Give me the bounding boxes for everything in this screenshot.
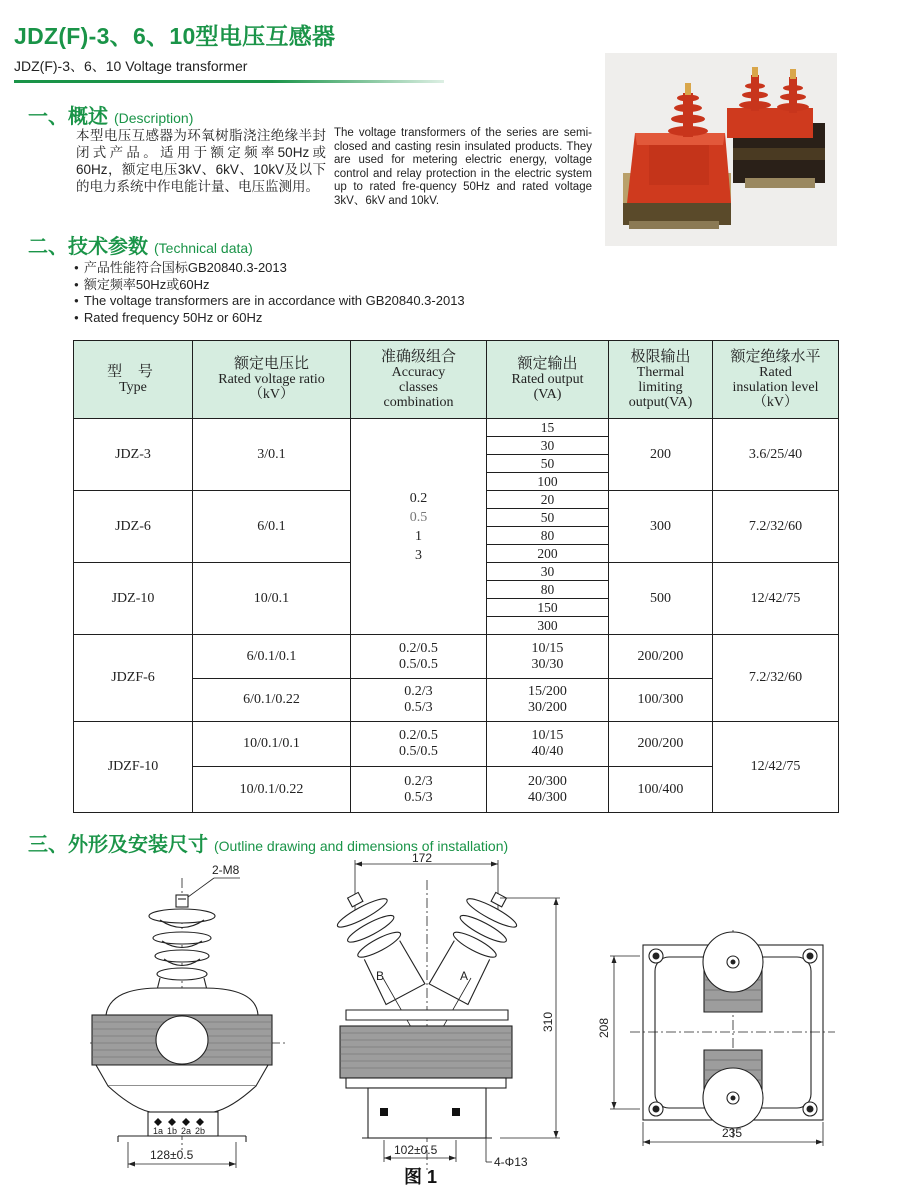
output-value: 15/200	[528, 684, 567, 699]
header-limit	[609, 341, 713, 419]
cell-output: 200	[487, 545, 609, 563]
section-description-en: (Description)	[114, 110, 194, 126]
terminal-label: 2a	[181, 1126, 192, 1136]
technical-bullets	[74, 260, 465, 326]
label-bolt: 2-M8	[212, 863, 240, 877]
accuracy-value: 0.2/3	[404, 684, 433, 699]
cell-limit: 100/400	[609, 767, 713, 813]
header-ratio-en: Rated voltage ratio	[218, 372, 325, 387]
output-value: 10/15	[531, 640, 564, 656]
header-ratio-cn: 额定电压比	[233, 356, 309, 372]
cell-ratio: 3/0.1	[193, 419, 351, 491]
cell-accuracy	[351, 767, 487, 813]
cell-ratio: 6/0.1	[193, 491, 351, 563]
cell-insulation: 7.2/32/60	[713, 491, 839, 563]
cell-output: 150	[487, 599, 609, 617]
cell-accuracy	[351, 722, 487, 767]
page-title: JDZ(F)-3、6、10型电压互感器	[14, 23, 336, 49]
header-ratio	[193, 341, 351, 419]
dim-mount-spacing: 102±0.5	[394, 1143, 438, 1157]
cell-output	[487, 722, 609, 767]
cell-insulation: 3.6/25/40	[713, 419, 839, 491]
cell-output: 30	[487, 563, 609, 581]
section-description-cn: 一、概述	[28, 106, 108, 128]
figure-label: 图 1	[404, 1167, 438, 1187]
cell-output	[487, 635, 609, 679]
cell-ratio: 10/0.1	[193, 563, 351, 635]
header-type	[74, 341, 193, 419]
header-insulation-en: Rated	[759, 364, 792, 380]
side-view-drawing	[90, 878, 285, 1168]
header-output-cn: 额定输出	[517, 356, 578, 372]
accuracy-value: 0.5/3	[404, 700, 433, 715]
section-outline-en: (Outline drawing and dimensions of installation)	[214, 838, 509, 854]
cell-output	[487, 767, 609, 813]
cell-ratio: 6/0.1/0.1	[193, 635, 351, 679]
output-value: 40/300	[528, 789, 567, 805]
technical-data-table	[73, 340, 839, 813]
cell-ratio: 10/0.1/0.1	[193, 722, 351, 767]
section-technical-en: (Technical data)	[154, 240, 253, 256]
section-outline-cn: 三、外形及安装尺寸	[28, 834, 208, 856]
page-subtitle: JDZ(F)-3、6、10 Voltage transformer	[14, 58, 248, 74]
cell-output: 50	[487, 509, 609, 527]
cell-accuracy	[351, 679, 487, 722]
cell-output: 15	[487, 419, 609, 437]
dim-width: 235	[722, 1126, 743, 1140]
terminal-label: 1a	[153, 1126, 164, 1136]
header-ratio-unit: （kV）	[248, 387, 295, 402]
bullet-item: ● Rated frequency 50Hz or 60Hz	[74, 310, 465, 327]
section-technical-heading	[28, 230, 253, 259]
front-view-drawing	[328, 860, 560, 1170]
accuracy-value: 0.5/0.5	[399, 656, 438, 672]
cell-type: JDZF-10	[74, 722, 193, 813]
cell-accuracy-shared	[351, 419, 487, 635]
cell-limit: 200/200	[609, 635, 713, 679]
cell-output: 30	[487, 437, 609, 455]
bullet-item: ● 产品性能符合国标GB20840.3-2013	[74, 260, 465, 277]
outline-drawing-svg	[0, 850, 900, 1195]
cell-output: 300	[487, 617, 609, 635]
cell-limit: 200	[609, 419, 713, 491]
cell-insulation: 7.2/32/60	[713, 635, 839, 722]
cell-type: JDZ-6	[74, 491, 193, 563]
label-terminal-b: B	[376, 969, 385, 983]
header-insulation-unit: （kV）	[752, 394, 799, 410]
cell-output: 100	[487, 473, 609, 491]
table-row	[74, 635, 839, 679]
dim-height: 310	[541, 1011, 555, 1032]
cell-output: 20	[487, 491, 609, 509]
cell-ratio: 6/0.1/0.22	[193, 679, 351, 722]
cell-insulation: 12/42/75	[713, 722, 839, 813]
description-en: The voltage transformers of the series are semi-closed and casting resin insulated products. They are used for metering electric energy, voltage control and relay protection in the electric system up to rated fre-quency 50Hz and rated voltage 3kV、6kV and 10kV.	[334, 127, 592, 207]
header-insulation	[713, 341, 839, 419]
product-photo	[605, 53, 837, 246]
header-accuracy-en: Accuracy	[391, 364, 446, 380]
description-cn: 本型电压互感器为环氧树脂浇注绝缘半封闭式产品。适用于额定频率50Hz或60Hz，额定电压3kV、6kV、10kV及以下的电力系统中作电能计量、电压监测用。	[76, 128, 326, 194]
cell-ratio: 10/0.1/0.22	[193, 767, 351, 813]
cell-output: 80	[487, 581, 609, 599]
label-terminal-a: A	[460, 969, 469, 983]
header-limit-cn: 极限输出	[630, 348, 691, 365]
dim-top-width: 172	[412, 851, 433, 865]
header-accuracy-en: classes	[399, 379, 438, 395]
cell-insulation: 12/42/75	[713, 563, 839, 635]
header-limit-en: output(VA)	[628, 394, 693, 410]
section-technical-cn: 二、技术参数	[28, 236, 148, 258]
cell-output	[487, 679, 609, 722]
cell-type: JDZ-3	[74, 419, 193, 491]
header-limit-en: limiting	[638, 379, 683, 395]
title-underline	[14, 80, 444, 83]
outline-drawings	[0, 850, 900, 1195]
terminal-label: 1b	[167, 1126, 178, 1136]
output-value: 20/300	[528, 773, 567, 789]
cell-type: JDZF-6	[74, 635, 193, 722]
top-view-drawing	[610, 930, 835, 1146]
accuracy-value: 3	[415, 547, 422, 563]
header-type-en: Type	[119, 379, 147, 395]
accuracy-value: 0.5	[409, 509, 428, 525]
output-value: 10/15	[531, 728, 564, 743]
table-header-row	[74, 341, 839, 419]
table-row	[74, 419, 839, 437]
accuracy-value: 0.2/0.5	[399, 640, 438, 656]
header-output-unit: (VA)	[533, 387, 562, 402]
terminal-label: 2b	[195, 1126, 206, 1136]
cell-limit: 200/200	[609, 722, 713, 767]
header-accuracy-cn: 准确级组合	[380, 348, 456, 365]
dim-depth: 208	[597, 1017, 611, 1038]
bullet-item: ● 额定频率50Hz或60Hz	[74, 277, 465, 294]
header-type-cn: 型 号	[107, 363, 159, 380]
cell-limit: 500	[609, 563, 713, 635]
header-insulation-cn: 额定绝缘水平	[730, 348, 821, 365]
output-value: 30/30	[531, 656, 564, 672]
dim-base-width: 128±0.5	[150, 1148, 194, 1162]
accuracy-value: 0.5/3	[404, 789, 433, 805]
header-output-en: Rated output	[511, 372, 584, 387]
header-accuracy-en: combination	[383, 394, 454, 410]
bullet-item: ● The voltage transformers are in accordance with GB20840.3-2013	[74, 293, 465, 310]
accuracy-value: 1	[415, 528, 422, 544]
accuracy-value: 0.2/3	[404, 773, 433, 789]
output-value: 40/40	[531, 744, 564, 759]
output-value: 30/200	[528, 700, 567, 715]
accuracy-value: 0.5/0.5	[399, 744, 438, 759]
cell-limit: 100/300	[609, 679, 713, 722]
section-description-heading	[28, 100, 193, 129]
header-insulation-en: insulation level	[732, 379, 819, 395]
cell-limit: 300	[609, 491, 713, 563]
header-accuracy	[351, 341, 487, 419]
table-row	[74, 722, 839, 767]
label-mount-holes: 4-Φ13	[494, 1155, 528, 1169]
accuracy-value: 0.2	[409, 490, 428, 506]
cell-output: 80	[487, 527, 609, 545]
cell-type: JDZ-10	[74, 563, 193, 635]
cell-output: 50	[487, 455, 609, 473]
cell-accuracy	[351, 635, 487, 679]
header-output	[487, 341, 609, 419]
header-limit-en: Thermal	[636, 364, 685, 380]
accuracy-value: 0.2/0.5	[399, 728, 438, 743]
